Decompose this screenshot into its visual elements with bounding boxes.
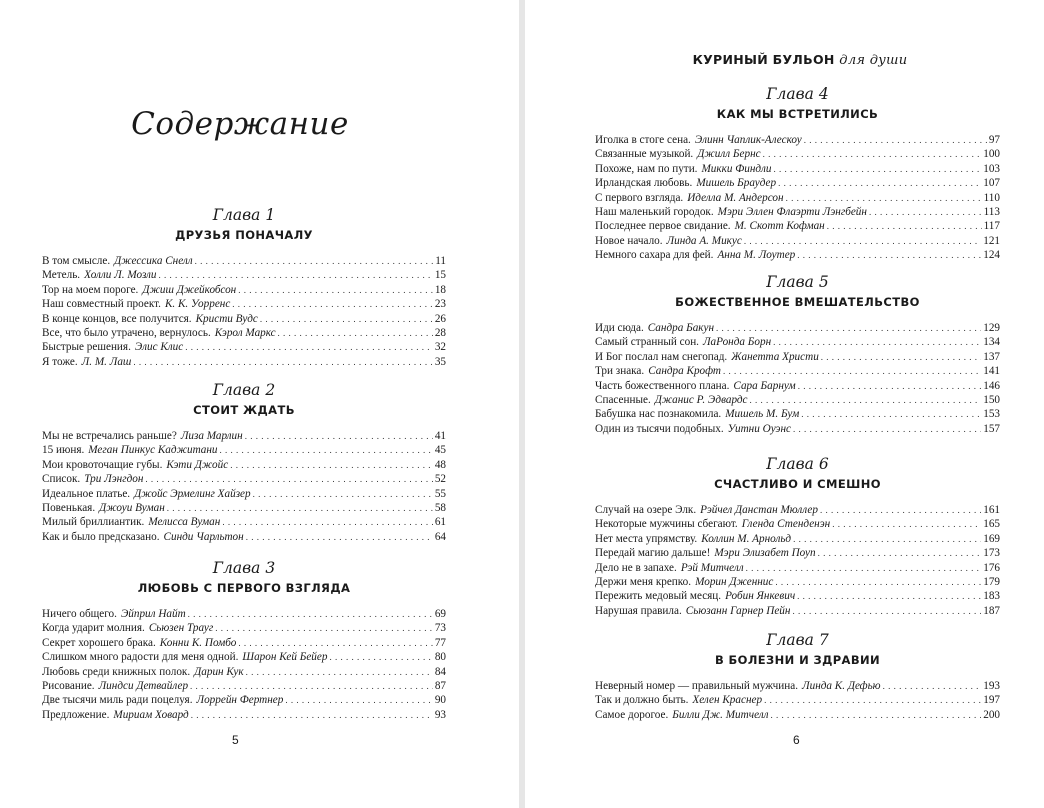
dot-leader	[801, 407, 981, 421]
entry-page: 153	[983, 408, 1000, 421]
entry-author: Холли Л. Мозли	[84, 269, 157, 282]
entry-title: Наш совместный проект.	[42, 298, 161, 311]
entry-author: Мэри Элизабет Поуп	[714, 547, 816, 560]
entry-page: 113	[983, 205, 1000, 218]
entry-title: Часть божественного плана.	[595, 379, 730, 392]
entry-author: Линда К. Дефью	[802, 680, 881, 692]
toc-entry	[42, 487, 446, 501]
page-number: 5	[232, 733, 239, 747]
entry-author: Элис Клис	[134, 341, 184, 354]
right-page	[525, 0, 1044, 808]
entry-title: Как и было предсказано.	[42, 530, 160, 543]
toc-entry-list	[595, 679, 1000, 722]
entry-page: 183	[983, 590, 1000, 603]
entry-author: Мириам Ховард	[113, 708, 189, 721]
entry-page: 28	[434, 326, 446, 339]
toc-entry	[595, 532, 1000, 546]
entry-page: 35	[434, 355, 446, 368]
toc-entry	[595, 517, 1000, 531]
dot-leader	[793, 422, 981, 436]
toc-entry	[595, 589, 1000, 603]
dot-leader	[191, 708, 433, 722]
chapter-block	[42, 558, 446, 722]
entry-page: 84	[434, 665, 446, 678]
dot-leader	[260, 312, 433, 326]
left-page	[0, 0, 519, 808]
entry-author: М. Скотт Кофман	[734, 220, 825, 233]
entry-page: 11	[435, 255, 446, 267]
entry-page: 58	[434, 501, 446, 514]
entry-author: К. К. Уорренс	[164, 298, 231, 311]
dot-leader	[185, 340, 433, 354]
toc-entry	[595, 234, 1000, 248]
toc-entry	[42, 501, 446, 515]
entry-author: Хелен Краснер	[692, 694, 763, 707]
entry-author: Меган Пинкус Каджитани	[88, 444, 218, 457]
chapter-block	[595, 272, 1000, 436]
chapter-title: КАК МЫ ВСТРЕТИЛИСЬ	[716, 107, 879, 121]
entry-title: Один из тысячи подобных.	[595, 422, 724, 435]
dot-leader	[190, 679, 433, 693]
entry-author: Жанетта Христи	[731, 350, 819, 363]
entry-author: Морин Дженнис	[695, 575, 774, 588]
toc-entry	[595, 176, 1000, 190]
entry-author: ЛаРонда Борн	[702, 336, 772, 349]
chapter-number: Глава 3	[212, 559, 276, 577]
entry-author: Кэти Джойс	[166, 458, 229, 471]
entry-author: Коллин М. Арнольд	[701, 532, 792, 545]
entry-page: 100	[983, 148, 1000, 161]
dot-leader	[832, 517, 981, 531]
entry-page: 55	[434, 487, 446, 500]
dot-leader	[285, 693, 432, 707]
dot-leader	[820, 503, 981, 517]
toc-entry	[595, 248, 1000, 262]
entry-author: Кристи Вудс	[195, 312, 258, 325]
entry-page: 197	[983, 694, 1000, 707]
entry-title: Все, что было утрачено, вернулось.	[42, 326, 211, 339]
chapter-number: Глава 6	[766, 455, 829, 473]
toc-entry	[595, 133, 1000, 147]
entry-page: 61	[434, 516, 446, 529]
dot-leader	[793, 532, 981, 546]
dot-leader	[804, 133, 987, 147]
entry-author: Анна М. Лоутер	[717, 249, 796, 262]
toc-entry	[595, 503, 1000, 517]
toc-entry	[595, 407, 1000, 421]
dot-leader	[188, 607, 433, 621]
entry-title: Две тысячи миль ради поцелуя.	[42, 694, 193, 707]
entry-author: Линдси Детвайлер	[98, 679, 189, 692]
toc-entry-list	[42, 607, 446, 722]
entry-author: Л. М. Лаш	[81, 355, 132, 368]
entry-author: Линда А. Микус	[666, 234, 742, 247]
running-head	[595, 52, 1005, 68]
toc-entry	[595, 708, 1000, 722]
entry-page: 146	[983, 379, 1000, 392]
entry-author: Билли Дж. Митчелл	[672, 708, 769, 721]
toc-entry	[595, 546, 1000, 560]
toc-entry-list	[595, 503, 1000, 618]
toc-entry	[42, 708, 446, 722]
toc-entry	[595, 379, 1000, 393]
chapter-block	[42, 380, 446, 544]
entry-title: Я тоже.	[42, 355, 78, 368]
dot-leader	[253, 487, 433, 501]
toc-entry	[595, 350, 1000, 364]
entry-title: Рисование.	[42, 679, 95, 692]
dot-leader	[238, 283, 433, 297]
entry-title: Нарушая правила.	[595, 604, 682, 617]
entry-page: 179	[983, 575, 1000, 588]
dot-leader	[744, 234, 981, 248]
entry-title: Милый бриллиантик.	[42, 516, 145, 529]
entry-title: Когда ударит молния.	[42, 622, 145, 635]
entry-author: Сьюзен Трауг	[148, 622, 214, 635]
dot-leader	[797, 248, 981, 262]
dot-leader	[746, 561, 982, 575]
entry-page: 165	[983, 518, 1000, 531]
dot-leader	[278, 326, 433, 340]
toc-entry	[595, 575, 1000, 589]
entry-title: Мы не встречались раньше?	[42, 430, 177, 442]
entry-author: Мелисса Вуман	[148, 516, 221, 529]
chapter-block	[595, 454, 1000, 618]
dot-leader	[238, 636, 432, 650]
entry-page: 48	[434, 458, 446, 471]
toc-entry	[42, 443, 446, 457]
toc-entry	[42, 693, 446, 707]
entry-title: Некоторые мужчины сбегают.	[595, 518, 738, 531]
entry-page: 52	[434, 473, 446, 486]
dot-leader	[798, 379, 982, 393]
entry-author: Иделла М. Андерсон	[687, 191, 784, 204]
toc-entry	[595, 191, 1000, 205]
entry-author: Элинн Чаплик-Алескоу	[694, 134, 802, 146]
toc-entry	[595, 604, 1000, 618]
entry-page: 77	[434, 636, 446, 649]
entry-title: Самое дорогое.	[595, 708, 669, 721]
entry-page: 176	[983, 561, 1000, 574]
toc-entry	[595, 422, 1000, 436]
toc-entry	[595, 219, 1000, 233]
entry-title: И Бог послал нам снегопад.	[595, 350, 728, 363]
dot-leader	[773, 335, 981, 349]
toc-entry	[42, 326, 446, 340]
entry-author: Три Лэнгдон	[84, 473, 144, 486]
entry-page: 93	[434, 708, 446, 721]
entry-author: Джанис Р. Эдвардс	[654, 393, 748, 406]
entry-page: 23	[434, 298, 446, 311]
chapter-title: БОЖЕСТВЕННОЕ ВМЕШАТЕЛЬСТВО	[675, 295, 920, 309]
entry-title: Случай на озере Элк.	[595, 504, 697, 516]
dot-leader	[869, 205, 982, 219]
dot-leader	[771, 708, 982, 722]
dot-leader	[750, 393, 982, 407]
entry-author: Рэйчел Данстан Мюллер	[700, 504, 818, 516]
entry-title: Идеальное платье.	[42, 487, 131, 500]
entry-page: 200	[983, 708, 1000, 721]
entry-title: Неверный номер — правильный мужчина.	[595, 680, 799, 692]
entry-page: 141	[983, 365, 1000, 378]
entry-title: Список.	[42, 473, 81, 486]
dot-leader	[763, 147, 982, 161]
chapter-number: Глава 4	[766, 85, 829, 103]
entry-author: Сьюзанн Гарнер Пейн	[685, 604, 791, 617]
toc-entry	[595, 679, 1000, 693]
toc-entry	[595, 147, 1000, 161]
entry-page: 64	[434, 530, 446, 543]
entry-author: Джессика Снелл	[114, 255, 193, 267]
entry-title: Слишком много радости для меня одной.	[42, 651, 239, 664]
dot-leader	[797, 589, 981, 603]
toc-entry	[42, 355, 446, 369]
dot-leader	[215, 621, 433, 635]
toc-entry	[42, 268, 446, 282]
entry-author: Конни К. Помбо	[159, 636, 237, 649]
dot-leader	[778, 176, 981, 190]
toc-entry-list	[595, 321, 1000, 436]
entry-author: Эйприл Найт	[120, 608, 186, 620]
entry-page: 18	[434, 283, 446, 296]
chapter-block	[595, 84, 1000, 263]
entry-author: Лоррейн Фертнер	[196, 694, 284, 707]
entry-page: 69	[434, 608, 446, 620]
dot-leader	[818, 546, 982, 560]
chapter-title: В БОЛЕЗНИ И ЗДРАВИИ	[714, 653, 881, 667]
dot-leader	[774, 162, 982, 176]
entry-title: Секрет хорошего брака.	[42, 636, 156, 649]
entry-author: Гленда Стенденэн	[741, 518, 831, 531]
entry-page: 117	[983, 220, 1000, 233]
entry-title: Так и должно быть.	[595, 694, 689, 707]
entry-author: Сара Барнум	[733, 379, 796, 392]
entry-author: Джиш Джейкобсон	[142, 283, 237, 296]
entry-author: Джилл Бернс	[697, 148, 761, 161]
entry-title: Нет места упрямству.	[595, 532, 698, 545]
entry-title: Быстрые решения.	[42, 341, 131, 354]
toc-entry	[42, 650, 446, 664]
entry-title: Спасенные.	[595, 393, 651, 406]
entry-title: Ничего общего.	[42, 608, 117, 620]
entry-page: 73	[434, 622, 446, 635]
toc-entry	[595, 393, 1000, 407]
chapter-title: СТОИТ ЖДАТЬ	[193, 403, 295, 417]
entry-author: Мэри Эллен Флаэрти Лэнгбейн	[717, 205, 867, 218]
entry-page: 157	[983, 422, 1000, 435]
dot-leader	[775, 575, 981, 589]
entry-page: 26	[434, 312, 446, 325]
dot-leader	[145, 472, 432, 486]
toc-entry	[595, 693, 1000, 707]
entry-title: Передай магию дальше!	[595, 547, 711, 560]
toc-entry	[42, 636, 446, 650]
entry-page: 161	[983, 504, 1000, 516]
dot-leader	[723, 364, 981, 378]
entry-title: Предложение.	[42, 708, 110, 721]
entry-author: Микки Финдли	[701, 162, 772, 175]
toc-entry	[595, 205, 1000, 219]
toc-entry	[42, 607, 446, 621]
dot-leader	[133, 355, 432, 369]
dot-leader	[821, 350, 981, 364]
toc-entry-list	[42, 429, 446, 544]
dot-leader	[232, 297, 433, 311]
chapter-title: ЛЮБОВЬ С ПЕРВОГО ВЗГЛЯДА	[137, 581, 351, 595]
dot-leader	[246, 665, 433, 679]
entry-title: Самый странный сон.	[595, 336, 699, 349]
entry-title: 15 июня.	[42, 444, 85, 457]
entry-title: Новое начало.	[595, 234, 663, 247]
entry-page: 80	[434, 651, 446, 664]
entry-author: Дарин Кук	[194, 665, 244, 678]
chapter-number: Глава 1	[212, 206, 276, 224]
entry-author: Джоуи Вуман	[99, 501, 165, 514]
toc-entry	[42, 283, 446, 297]
entry-page: 187	[983, 604, 1000, 617]
entry-title: С первого взгляда.	[595, 191, 684, 204]
toc-entry	[42, 297, 446, 311]
toc-entry	[42, 621, 446, 635]
toc-entry	[595, 162, 1000, 176]
toc-entry	[42, 429, 446, 443]
entry-page: 97	[988, 134, 1000, 146]
entry-author: Сандра Крофт	[648, 365, 722, 378]
toc-entry	[42, 515, 446, 529]
entry-author: Синди Чарльтон	[163, 530, 244, 543]
entry-title: Метель.	[42, 269, 81, 282]
entry-page: 90	[434, 694, 446, 707]
toc-entry-list	[42, 254, 446, 369]
running-head-script: для души	[839, 53, 908, 68]
entry-title: Мои кровоточащие губы.	[42, 458, 163, 471]
chapter-block	[595, 630, 1000, 722]
entry-page: 45	[434, 444, 446, 457]
entry-page: 107	[983, 177, 1000, 190]
entry-title: Иди сюда.	[595, 322, 644, 334]
entry-author: Лиза Марлин	[180, 430, 243, 442]
entry-title: В том смысле.	[42, 255, 111, 267]
toc-entry	[42, 458, 446, 472]
chapter-number: Глава 7	[766, 631, 829, 649]
entry-page: 121	[983, 234, 1000, 247]
toc-entry	[42, 254, 446, 268]
entry-title: Иголка в стоге сена.	[595, 134, 691, 146]
entry-page: 41	[434, 430, 446, 442]
dot-leader	[716, 321, 981, 335]
entry-author: Рэй Митчелл	[680, 561, 744, 574]
entry-page: 87	[434, 679, 446, 692]
chapter-number: Глава 5	[766, 273, 829, 291]
entry-page: 134	[983, 336, 1000, 349]
entry-page: 173	[983, 547, 1000, 560]
dot-leader	[827, 219, 982, 233]
entry-author: Уитни Оуэнс	[727, 422, 791, 435]
dot-leader	[245, 429, 433, 443]
toc-entry	[42, 679, 446, 693]
entry-title: Пережить медовый месяц.	[595, 590, 722, 603]
dot-leader	[764, 693, 981, 707]
dot-leader	[792, 604, 981, 618]
dot-leader	[329, 650, 432, 664]
entry-author: Мишель Браудер	[696, 177, 777, 190]
dot-leader	[230, 458, 433, 472]
entry-author: Робин Янкевич	[725, 590, 796, 603]
entry-page: 193	[983, 680, 1000, 692]
entry-title: Три знака.	[595, 365, 645, 378]
entry-author: Сандра Бакун	[647, 322, 715, 334]
entry-author: Мишель М. Бум	[725, 408, 800, 421]
entry-title: Связанные музыкой.	[595, 148, 694, 161]
running-head-title: КУРИНЫЙ БУЛЬОН	[692, 52, 835, 67]
dot-leader	[883, 679, 982, 693]
entry-page: 32	[434, 341, 446, 354]
dot-leader	[246, 530, 433, 544]
entry-page: 129	[983, 322, 1000, 334]
entry-page: 150	[983, 393, 1000, 406]
toc-entry	[42, 665, 446, 679]
toc-entry	[595, 364, 1000, 378]
entry-title: Любовь среди книжных полок.	[42, 665, 191, 678]
dot-leader	[786, 191, 982, 205]
entry-title: Наш маленький городок.	[595, 205, 714, 218]
entry-title: Похоже, нам по пути.	[595, 162, 698, 175]
entry-author: Шарон Кей Бейер	[242, 651, 328, 664]
entry-title: Держи меня крепко.	[595, 575, 692, 588]
entry-title: Ирландская любовь.	[595, 177, 693, 190]
entry-page: 110	[983, 191, 1000, 204]
toc-entry	[42, 530, 446, 544]
dot-leader	[222, 515, 433, 529]
toc-entry	[42, 312, 446, 326]
dot-leader	[159, 268, 433, 282]
chapter-block	[42, 205, 446, 369]
page-number: 6	[793, 733, 800, 747]
toc-entry-list	[595, 133, 1000, 263]
toc-entry	[595, 335, 1000, 349]
chapter-title: СЧАСТЛИВО И СМЕШНО	[714, 477, 881, 491]
dot-leader	[220, 443, 433, 457]
dot-leader	[195, 254, 434, 268]
toc-entry	[595, 321, 1000, 335]
toc-entry	[42, 472, 446, 486]
entry-title: Немного сахара для фей.	[595, 249, 714, 262]
dot-leader	[167, 501, 433, 515]
entry-page: 124	[983, 249, 1000, 262]
entry-author: Кэрол Маркс	[214, 326, 276, 339]
entry-title: Дело не в запахе.	[595, 561, 677, 574]
entry-title: Повенькая.	[42, 501, 96, 514]
entry-page: 103	[983, 162, 1000, 175]
entry-page: 137	[983, 350, 1000, 363]
toc-entry	[595, 561, 1000, 575]
toc-title: Содержание	[131, 106, 349, 142]
chapter-title: ДРУЗЬЯ ПОНАЧАЛУ	[175, 228, 313, 242]
entry-page: 15	[434, 269, 446, 282]
entry-title: Тор на моем пороге.	[42, 283, 139, 296]
entry-title: В конце концов, все получится.	[42, 312, 192, 325]
entry-page: 169	[983, 532, 1000, 545]
entry-title: Бабушка нас познакомила.	[595, 408, 722, 421]
entry-title: Последнее первое свидание.	[595, 220, 731, 233]
chapter-number: Глава 2	[212, 381, 276, 399]
toc-entry	[42, 340, 446, 354]
entry-author: Джойс Эрмелинг Хайзер	[134, 487, 251, 500]
